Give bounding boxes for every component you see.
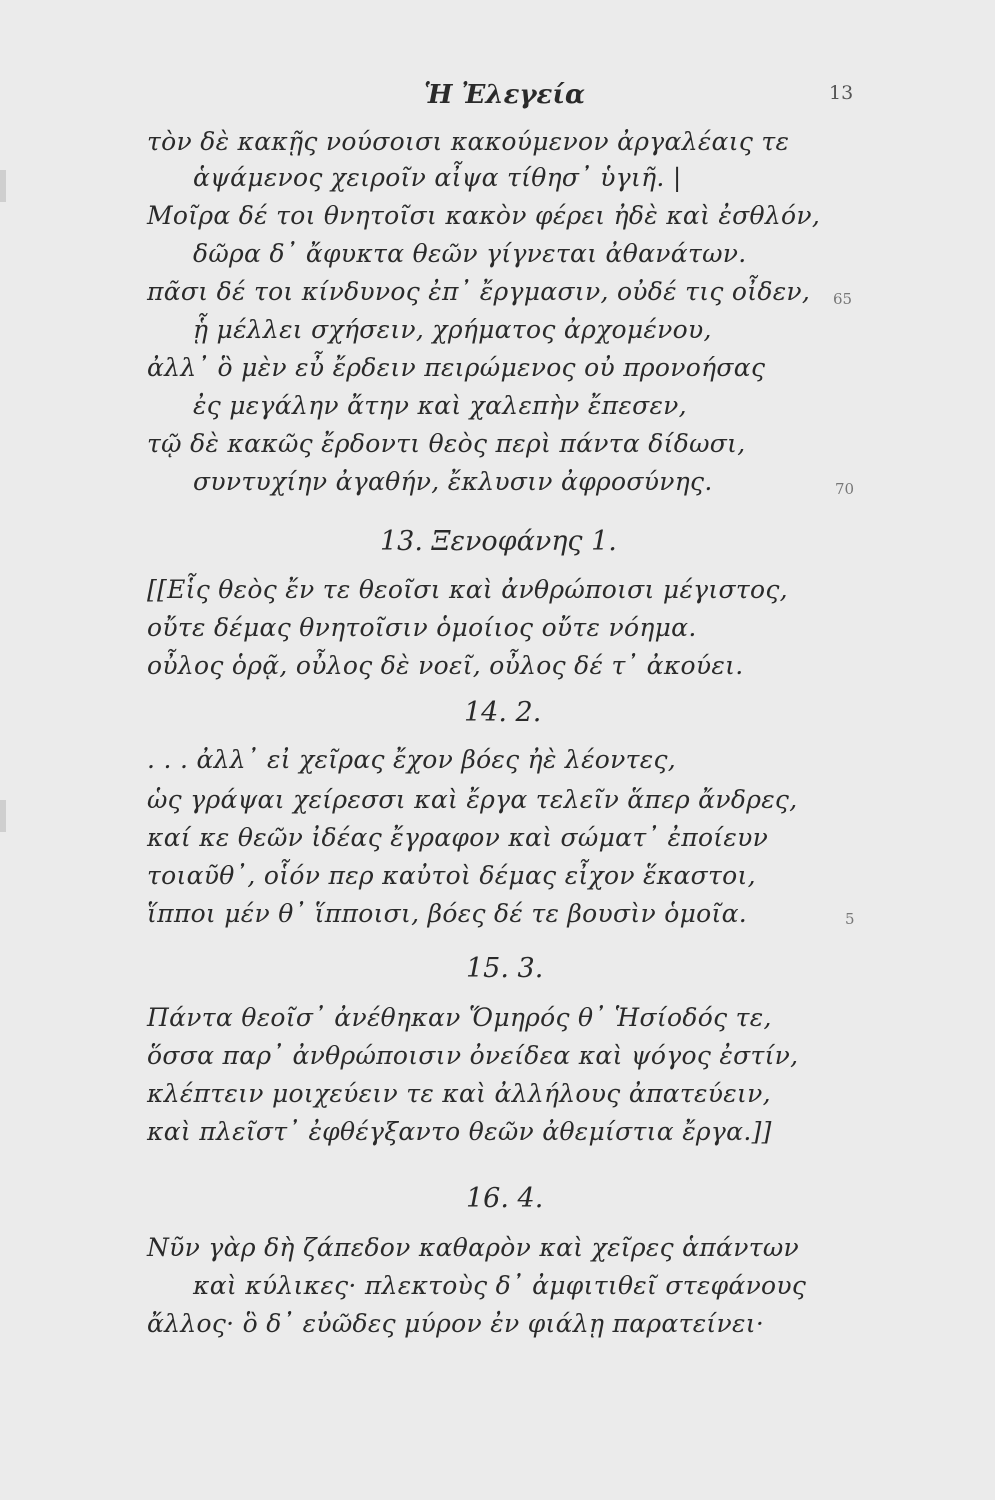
verse-line: ἀλλ᾽ ὃ μὲν εὖ ἔρδειν πειρώμενος οὐ προνοήσας	[147, 353, 766, 382]
binding-shadow	[0, 800, 6, 832]
line-number: 70	[835, 480, 855, 498]
verse-line: . . . ἀλλ᾽ εἰ χεῖρας ἔχον βόες ἠὲ λέοντες,	[147, 745, 677, 774]
section-heading: 13. Ξενοφάνης 1.	[380, 526, 617, 557]
verse-line: πᾶσι δέ τοι κίνδυνος ἐπ᾽ ἔργμασιν, οὐδέ τις οἶδεν,	[147, 277, 811, 306]
line-number: 65	[833, 290, 853, 308]
verse-line: ἵπποι μέν θ᾽ ἵπποισι, βόες δέ τε βουσὶν ὁμοῖα.	[147, 899, 748, 928]
verse-line: καί κε θεῶν ἰδέας ἔγραφον καὶ σώματ᾽ ἐποίευν	[147, 823, 769, 852]
section-heading: 14. 2.	[464, 697, 542, 728]
verse-line: ὅσσα παρ᾽ ἀνθρώποισιν ὀνείδεα καὶ ψόγος ἐστίν,	[147, 1041, 799, 1070]
verse-line: οὔτε δέμας θνητοῖσιν ὁμοίιος οὔτε νόημα.	[147, 613, 697, 642]
verse-line: κλέπτειν μοιχεύειν τε καὶ ἀλλήλους ἀπατεύειν,	[147, 1079, 771, 1108]
section-heading: 16. 4.	[466, 1183, 544, 1214]
verse-line: καὶ πλεῖστ᾽ ἐφθέγξαντο θεῶν ἀθεμίστια ἔργα.]]	[147, 1117, 772, 1146]
verse-line: ἄλλος· ὃ δ᾽ εὐῶδες μύρον ἐν φιάλῃ παρατείνει·	[147, 1309, 765, 1338]
running-header: Ἡ Ἐλεγεία	[424, 80, 585, 110]
verse-line: ᾗ μέλλει σχήσειν, χρήματος ἀρχομένου,	[193, 315, 712, 344]
line-number: 5	[845, 910, 855, 928]
section-heading: 15. 3.	[466, 953, 544, 984]
verse-line: ἁψάμενος χειροῖν αἶψα τίθησ᾽ ὑγιῆ. |	[193, 163, 682, 192]
verse-line: καὶ κύλικες· πλεκτοὺς δ᾽ ἀμφιτιθεῖ στεφάνους	[193, 1271, 807, 1300]
verse-line: τὸν δὲ κακῇς νούσοισι κακούμενον ἀργαλέαις τε	[147, 127, 790, 156]
verse-line: τοιαῦθ᾽, οἷόν περ καὐτοὶ δέμας εἶχον ἕκαστοι,	[147, 861, 756, 890]
verse-line: ἐς μεγάλην ἄτην καὶ χαλεπὴν ἔπεσεν,	[193, 391, 687, 420]
verse-line: συντυχίην ἀγαθήν, ἔκλυσιν ἀφροσύνης.	[193, 467, 713, 496]
verse-line: οὖλος ὁρᾷ, οὖλος δὲ νοεῖ, οὖλος δέ τ᾽ ἀκούει.	[147, 651, 744, 680]
verse-line: ὡς γράψαι χείρεσσι καὶ ἔργα τελεῖν ἅπερ ἄνδρες,	[147, 785, 798, 814]
verse-line: Πάντα θεοῖσ᾽ ἀνέθηκαν Ὅμηρός θ᾽ Ἡσίοδός τε,	[147, 1003, 772, 1032]
verse-line: Νῦν γὰρ δὴ ζάπεδον καθαρὸν καὶ χεῖρες ἁπάντων	[147, 1233, 800, 1262]
verse-line: τῷ δὲ κακῶς ἔρδοντι θεὸς περὶ πάντα δίδωσι,	[147, 429, 746, 458]
binding-shadow	[0, 170, 6, 202]
verse-line: Μοῖρα δέ τοι θνητοῖσι κακὸν φέρει ἠδὲ καὶ ἐσθλόν,	[147, 201, 821, 230]
page-number: 13	[829, 82, 854, 104]
verse-line: δῶρα δ᾽ ἄφυκτα θεῶν γίγνεται ἀθανάτων.	[193, 239, 747, 268]
verse-line: [[Εἷς θεὸς ἔν τε θεοῖσι καὶ ἀνθρώποισι μέγιστος,	[147, 575, 788, 604]
